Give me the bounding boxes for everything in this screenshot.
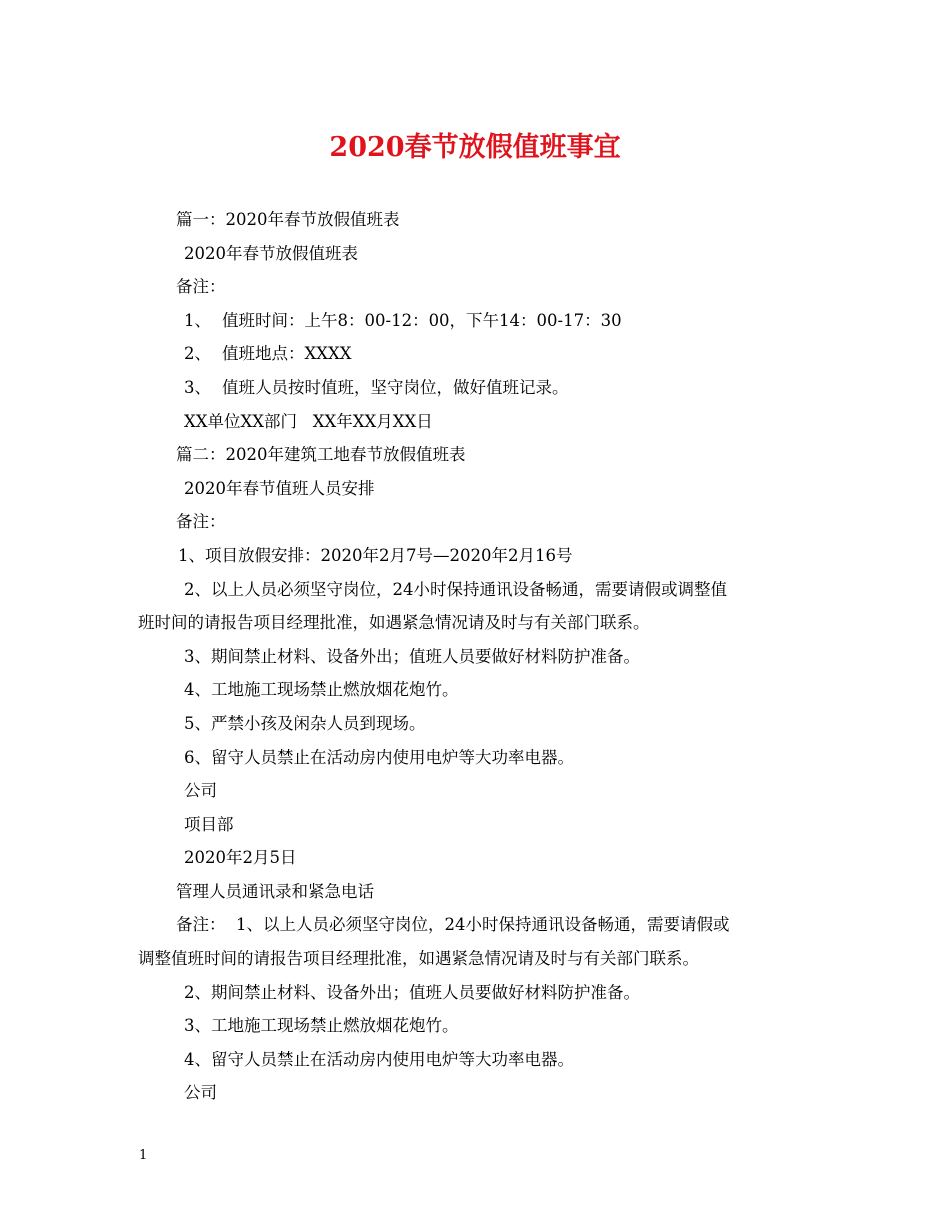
item-text: 值班人员按时值班，坚守岗位，做好值班记录。 bbox=[222, 377, 569, 397]
item-number: 1、 bbox=[184, 310, 211, 330]
item-text: 值班时间：上午8：00-12：00，下午14：00-17：30 bbox=[222, 310, 622, 330]
section2-date: 2020年2月5日 bbox=[184, 848, 297, 868]
section1-table-title: 2020年春节放假值班表 bbox=[184, 243, 358, 263]
document-body bbox=[138, 203, 816, 1110]
section3-company: 公司 bbox=[184, 1083, 217, 1103]
section2-item-3: 3、期间禁止材料、设备外出；值班人员要做好材料防护准备。 bbox=[184, 646, 640, 666]
document-title: 2020春节放假值班事宜 bbox=[329, 132, 621, 163]
section1-signature: XX单位XX部门 XX年XX月XX日 bbox=[184, 411, 433, 431]
item-number: 3、 bbox=[184, 377, 211, 397]
page-number: 1 bbox=[139, 1148, 148, 1163]
section1-notes-label: 备注： bbox=[176, 277, 226, 297]
section2-item-5: 5、严禁小孩及闲杂人员到现场。 bbox=[184, 713, 426, 733]
section2-item-1: 1、项目放假安排：2020年2月7号—2020年2月16号 bbox=[178, 545, 573, 565]
section2-item-2-line-2: 班时间的请报告项目经理批准，如遇紧急情况请及时与有关部门联系。 bbox=[138, 613, 650, 633]
item-number: 2、 bbox=[184, 344, 211, 364]
section2-notes-label: 备注： bbox=[176, 512, 226, 532]
section2-item-2-line-1: 2、以上人员必须坚守岗位，24小时保持通讯设备畅通，需要请假或调整值 bbox=[184, 579, 727, 599]
section2-department: 项目部 bbox=[184, 814, 234, 834]
section3-note-line-1: 备注： 1、以上人员必须坚守岗位，24小时保持通讯设备畅通，需要请假或 bbox=[176, 915, 730, 935]
section3-item-2: 2、期间禁止材料、设备外出；值班人员要做好材料防护准备。 bbox=[184, 982, 640, 1002]
section1-item-1 bbox=[138, 304, 816, 338]
section3-heading: 管理人员通讯录和紧急电话 bbox=[176, 881, 374, 901]
section2-heading: 篇二：2020年建筑工地春节放假值班表 bbox=[176, 445, 466, 465]
section3-item-3: 3、工地施工现场禁止燃放烟花炮竹。 bbox=[184, 1016, 459, 1036]
section1-item-2 bbox=[138, 337, 816, 371]
section2-item-6: 6、留守人员禁止在活动房内使用电炉等大功率电器。 bbox=[184, 747, 574, 767]
section3-note-line-2: 调整值班时间的请报告项目经理批准，如遇紧急情况请及时与有关部门联系。 bbox=[138, 949, 699, 969]
item-text: 值班地点：XXXX bbox=[222, 344, 352, 364]
section2-item-4: 4、工地施工现场禁止燃放烟花炮竹。 bbox=[184, 680, 459, 700]
section3-item-4: 4、留守人员禁止在活动房内使用电炉等大功率电器。 bbox=[184, 1049, 574, 1069]
section2-table-title: 2020年春节值班人员安排 bbox=[184, 478, 375, 498]
section1-heading: 篇一：2020年春节放假值班表 bbox=[176, 210, 400, 229]
section2-company: 公司 bbox=[184, 781, 217, 801]
section1-item-3 bbox=[138, 371, 816, 405]
